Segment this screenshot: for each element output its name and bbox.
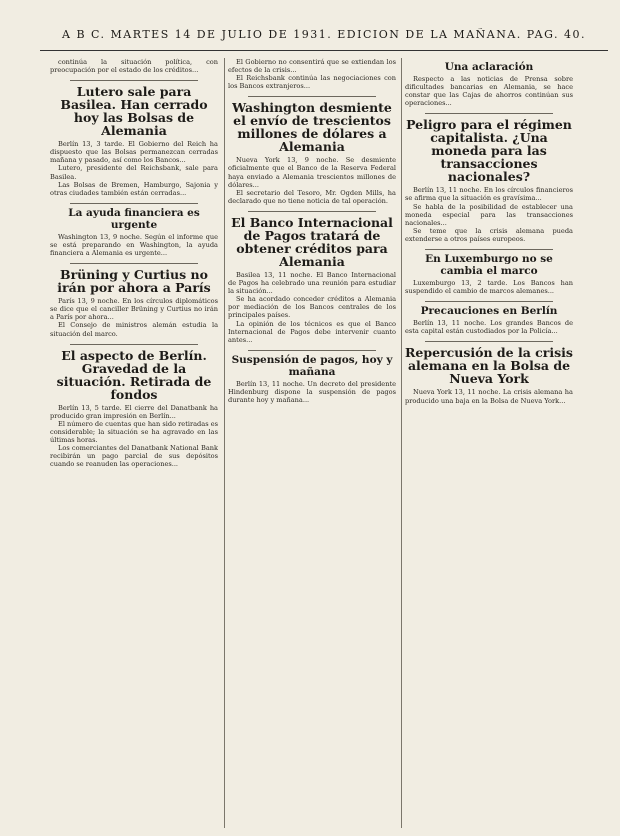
- article: [50, 85, 218, 197]
- article-paragraph: Nueva York 13, 9 noche. Se desmiente oficialmente que el Banco de la Reserva Federal haya enviado a Alemania trescientos millones de dólares...: [228, 156, 396, 189]
- article: [228, 354, 396, 404]
- article-paragraph: Berlín 13, 11 noche. Un decreto del presidente Hindenburg dispone la suspensión de pagos durante hoy y mañana...: [228, 379, 396, 404]
- article-headline: Una aclaración: [444, 61, 534, 73]
- article-paragraph: Respecto a las noticias de Prensa sobre dificultades bancarias en Alemania, se hace constar que las Cajas de ahorros continúan sus operaciones...: [405, 75, 573, 108]
- article-paragraph: continúa la situación política, con preocupación por el estado de los créditos...: [50, 58, 218, 75]
- article: [228, 101, 396, 205]
- article-separator: [70, 80, 198, 81]
- article-headline: Lutero sale para Basilea. Han cerrado hoy las Bolsas de Alemania: [60, 84, 208, 139]
- column-rule: [224, 58, 225, 828]
- article: [228, 58, 396, 90]
- article-paragraph: El Gobierno no consentirá que se extiendan los efectos de la crisis...: [228, 58, 396, 75]
- article-separator: [425, 301, 553, 302]
- column-3: [405, 58, 573, 828]
- article-paragraph: Se habla de la posibilidad de establecer una moneda especial para las transacciones nacionales...: [405, 202, 573, 227]
- article-paragraph: El Consejo de ministros alemán estudia la situación del marco.: [50, 321, 218, 338]
- article-paragraph: Se teme que la crisis alemana pueda extenderse a otros países europeos.: [405, 226, 573, 243]
- article: [50, 207, 218, 257]
- article-separator: [425, 249, 553, 250]
- article: [405, 61, 573, 107]
- article: [405, 346, 573, 404]
- article-paragraph: Lutero, presidente del Reichsbank, sale para Basilea.: [50, 164, 218, 181]
- article-paragraph: Basilea 13, 11 noche. El Banco Internacional de Pagos ha celebrado una reunión para estudiar la situación...: [228, 270, 396, 296]
- article-paragraph: Washington 13, 9 noche. Según el informe que se está preparando en Washington, la ayuda financiera a Alemania es urgente...: [50, 232, 218, 258]
- article-headline: Peligro para el régimen capitalista. ¿Una moneda para las transacciones nacionales?: [406, 117, 572, 185]
- article-separator: [425, 341, 553, 342]
- article: [50, 268, 218, 337]
- article-paragraph: Las Bolsas de Bremen, Hamburgo, Sajonia y otras ciudades también están cerradas...: [50, 180, 218, 197]
- column-rule: [401, 58, 402, 828]
- article: [50, 349, 218, 469]
- article-separator: [248, 96, 376, 97]
- article-paragraph: Berlín 13, 3 tarde. El Gobierno del Reich ha dispuesto que las Bolsas permanezcan cerradas mañana y pasado, así como los Bancos...: [50, 140, 218, 165]
- article-paragraph: Berlín 13, 11 noche. Los grandes Bancos de esta capital están custodiados por la Policía...: [405, 319, 573, 336]
- article-separator: [248, 350, 376, 351]
- article: [405, 305, 573, 335]
- article-separator: [70, 203, 198, 204]
- article-paragraph: Berlín 13, 11 noche. En los círculos financieros se afirma que la situación es gravísima...: [405, 186, 573, 203]
- article-paragraph: El número de cuentas que han sido retiradas es considerable; la situación se ha agravado en las últimas horas.: [50, 419, 218, 444]
- column-2: [228, 58, 396, 828]
- article-paragraph: La opinión de los técnicos es que el Banco Internacional de Pagos debe intervenir cuanto antes...: [228, 319, 396, 344]
- article-paragraph: Se ha acordado conceder créditos a Alemania por mediación de los Bancos centrales de los principales países.: [228, 295, 396, 320]
- article: [405, 118, 573, 243]
- article-headline: Suspensión de pagos, hoy y mañana: [231, 353, 393, 378]
- article-paragraph: París 13, 9 noche. En los círculos diplomáticos se dice que el canciller Brüning y Curtius no irán a París por ahora...: [50, 297, 218, 322]
- article: [228, 216, 396, 344]
- article-paragraph: El secretario del Tesoro, Mr. Ogden Mills, ha declarado que no tiene noticia de tal operación.: [228, 188, 396, 205]
- article-headline: Washington desmiente el envío de trescientos millones de dólares a Alemania: [232, 100, 392, 155]
- article-separator: [70, 263, 198, 264]
- article-paragraph: Berlín 13, 5 tarde. El cierre del Danatbank ha producido gran impresión en Berlín...: [50, 403, 218, 420]
- article: [405, 253, 573, 295]
- column-1: [50, 58, 218, 828]
- article-headline: Precauciones en Berlín: [420, 305, 558, 318]
- article-headline: Brüning y Curtius no irán por ahora a París: [57, 267, 211, 296]
- article-paragraph: Los comerciantes del Danatbank National Bank recibirán un pago parcial de sus depósitos cuando se reanuden las operaciones...: [50, 444, 218, 469]
- page-header: A B C. MARTES 14 DE JULIO DE 1931. EDICION DE LA MAÑANA. PAG. 40.: [40, 28, 608, 51]
- article-paragraph: El Reichsbank continúa las negociaciones con los Bancos extranjeros...: [228, 74, 396, 91]
- article-headline: El aspecto de Berlín. Gravedad de la situación. Retirada de fondos: [56, 347, 212, 402]
- article-paragraph: Nueva York 13, 11 noche. La crisis alemana ha producido una baja en la Bolsa de Nueva York...: [405, 388, 573, 405]
- article-separator: [248, 211, 376, 212]
- article-headline: La ayuda financiera es urgente: [68, 206, 200, 231]
- article-paragraph: Luxemburgo 13, 2 tarde. Los Bancos han suspendido el cambio de marcos alemanes...: [405, 279, 573, 296]
- article-separator: [70, 344, 198, 345]
- article-headline: Repercusión de la crisis alemana en la Bolsa de Nueva York: [405, 345, 573, 387]
- article-separator: [425, 113, 553, 114]
- article-headline: En Luxemburgo no se cambia el marco: [425, 253, 553, 278]
- article-headline: El Banco Internacional de Pagos tratará de obtener créditos para Alemania: [231, 214, 393, 269]
- article: [50, 58, 218, 74]
